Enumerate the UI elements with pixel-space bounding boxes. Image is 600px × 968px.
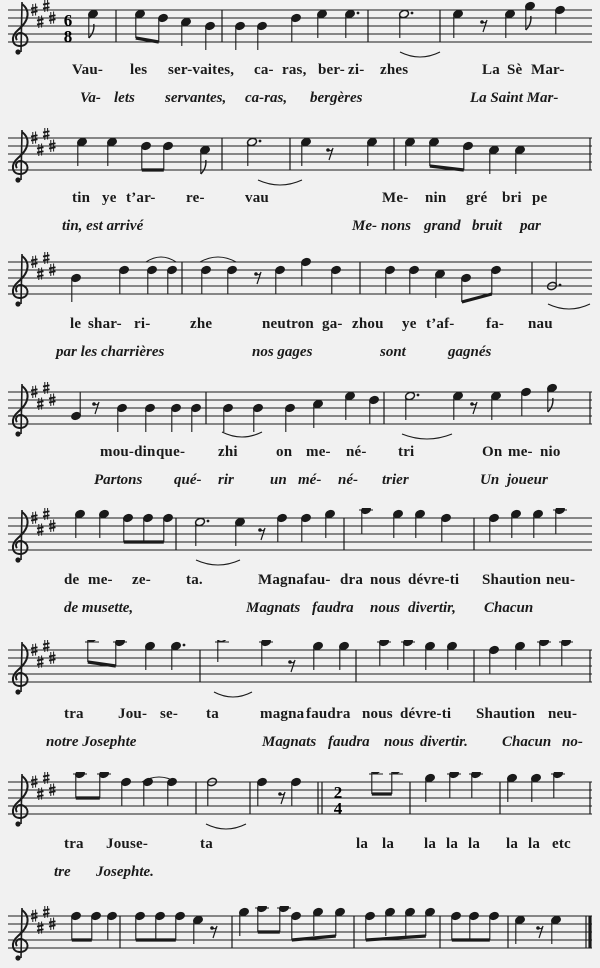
note	[559, 640, 573, 666]
syllable: Partons	[94, 472, 143, 488]
syllable: la	[528, 836, 541, 852]
note	[301, 513, 312, 542]
syllable: Magnats	[262, 734, 317, 750]
note	[385, 265, 396, 294]
note	[141, 141, 152, 170]
syllable: zhou	[352, 316, 384, 332]
note	[285, 403, 296, 432]
syllable: ga-	[322, 316, 343, 332]
syllable: trier	[382, 472, 409, 488]
dialect-lyrics-1	[0, 62, 600, 82]
note	[163, 513, 174, 542]
syllable: bri	[502, 190, 522, 206]
syllable: Mar-	[531, 62, 565, 78]
beam	[430, 166, 464, 170]
syllable: Magnats	[246, 600, 301, 616]
syllable: me-	[306, 444, 331, 460]
note	[123, 513, 134, 542]
syllable: ca-	[254, 62, 274, 78]
syllable: que-	[156, 444, 186, 460]
staff-7	[0, 772, 600, 832]
syllable: etc	[552, 836, 571, 852]
beam	[366, 936, 426, 940]
syllable: tri	[398, 444, 415, 460]
note	[291, 777, 302, 806]
syllable: on	[276, 444, 293, 460]
syllable: grand	[424, 218, 461, 234]
staff-1	[0, 0, 600, 60]
syllable: divertir.	[420, 734, 468, 750]
syllable: de	[64, 572, 80, 588]
syllable: la	[424, 836, 437, 852]
note	[461, 273, 472, 302]
syllable: joueur	[507, 472, 548, 488]
syllable: nio	[540, 444, 561, 460]
syllable: rir	[218, 472, 234, 488]
staff-3	[0, 252, 600, 312]
note	[369, 772, 383, 794]
syllable: dévre-ti	[408, 572, 460, 588]
time-signature	[334, 783, 343, 818]
syllable: né-	[346, 444, 367, 460]
syllable: ri-	[134, 316, 151, 332]
syllable: re-	[186, 190, 205, 206]
note	[145, 403, 156, 432]
syllable: notre Josephte	[46, 734, 137, 750]
syllable: La Saint Mar-	[470, 90, 559, 106]
syllable: Shaution	[476, 706, 536, 722]
syllable: Jou-	[118, 706, 148, 722]
note	[235, 21, 246, 50]
syllable: par les charrières	[56, 344, 165, 360]
syllable: nous	[384, 734, 415, 750]
beam	[136, 38, 159, 42]
syllable: magna	[260, 706, 305, 722]
slur	[258, 180, 302, 185]
french-lyrics-7	[0, 864, 600, 884]
syllable: Magna	[258, 572, 304, 588]
note	[409, 265, 420, 294]
syllable: Chacun	[502, 734, 552, 750]
syllable: ca-ras,	[245, 90, 288, 106]
syllable: zhes	[380, 62, 409, 78]
svg-text:8: 8	[63, 27, 73, 46]
syllable: Me-	[352, 218, 377, 234]
syllable: nau	[528, 316, 553, 332]
syllable: neutron	[262, 316, 314, 332]
syllable: vau	[245, 190, 269, 206]
note	[167, 265, 178, 294]
note	[389, 772, 403, 794]
syllable: Un	[480, 472, 500, 488]
syllable: shar-	[88, 316, 122, 332]
note	[71, 392, 82, 421]
syllable: Va-	[80, 90, 101, 106]
syllable: neu-	[546, 572, 576, 588]
syllable: On	[482, 444, 503, 460]
note	[359, 508, 373, 534]
syllable: un	[270, 472, 287, 488]
syllable: neu-	[548, 706, 578, 722]
svg-text:2: 2	[333, 783, 343, 802]
note	[117, 403, 128, 432]
french-lyrics-2	[0, 218, 600, 238]
dialect-lyrics-2	[0, 190, 600, 210]
note	[73, 772, 87, 798]
note	[489, 911, 500, 940]
syllable: ser-vaites,	[168, 62, 235, 78]
syllable: la	[446, 836, 459, 852]
time-signature	[64, 11, 73, 46]
syllable: no-	[562, 734, 583, 750]
note	[401, 640, 415, 666]
french-lyrics-4	[0, 472, 600, 492]
syllable: lets	[114, 90, 135, 106]
slur	[402, 434, 452, 439]
syllable: se-	[160, 706, 179, 722]
syllable: Vau-	[72, 62, 104, 78]
syllable: dra	[340, 572, 364, 588]
note	[155, 911, 166, 940]
syllable: nons	[381, 218, 412, 234]
syllable: la	[506, 836, 519, 852]
syllable: Josephte.	[96, 864, 154, 880]
staff-4	[0, 382, 600, 442]
note	[171, 403, 182, 432]
note	[227, 265, 238, 294]
note	[441, 513, 452, 542]
syllable: bruit	[472, 218, 503, 234]
french-lyrics-3	[0, 344, 600, 364]
syllable: zhe	[190, 316, 213, 332]
dialect-lyrics-5	[0, 572, 600, 592]
syllable: ye	[102, 190, 117, 206]
note	[135, 911, 146, 940]
syllable: nos gages	[252, 344, 313, 360]
syllable: ber-	[318, 62, 345, 78]
syllable: nous	[362, 706, 393, 722]
note	[469, 911, 480, 940]
note	[257, 21, 268, 50]
note	[551, 772, 565, 798]
note	[215, 640, 229, 662]
syllable: tin, est arrivé	[62, 218, 144, 234]
syllable: mou-din	[100, 444, 156, 460]
syllable: faudra	[306, 706, 351, 722]
french-lyrics-5	[0, 600, 600, 620]
beam	[292, 936, 336, 940]
syllable: Shaution	[482, 572, 542, 588]
slur	[146, 257, 176, 262]
note	[489, 645, 500, 674]
french-lyrics-6	[0, 734, 600, 754]
syllable: fa-	[486, 316, 505, 332]
slur	[196, 560, 240, 565]
staff-5	[0, 508, 600, 568]
syllable: zi-	[348, 62, 365, 78]
syllable: ta	[200, 836, 213, 852]
syllable: sont	[380, 344, 406, 360]
dialect-lyrics-4	[0, 444, 600, 464]
syllable: Sè	[507, 62, 523, 78]
slur	[222, 432, 262, 437]
note	[85, 640, 99, 662]
syllable: mé-	[298, 472, 322, 488]
syllable: servantes,	[165, 90, 227, 106]
svg-text:4: 4	[333, 799, 343, 818]
syllable: tra	[64, 836, 84, 852]
syllable: ze-	[132, 572, 151, 588]
syllable: nin	[425, 190, 447, 206]
note	[113, 640, 127, 666]
note	[257, 777, 268, 806]
french-lyrics-1	[0, 90, 600, 110]
syllable: gagnés	[448, 344, 492, 360]
note	[447, 772, 461, 798]
note	[259, 640, 273, 666]
note	[555, 5, 566, 34]
syllable: me-	[508, 444, 533, 460]
note	[489, 513, 500, 542]
note	[291, 13, 302, 42]
syllable: ta	[206, 706, 219, 722]
svg-text:6: 6	[63, 11, 73, 30]
syllable: la	[382, 836, 395, 852]
note	[553, 508, 567, 534]
syllable: ta.	[186, 572, 203, 588]
note	[277, 513, 288, 542]
note	[191, 403, 202, 432]
note	[223, 403, 234, 432]
syllable: Jouse-	[106, 836, 149, 852]
staff-8	[0, 906, 600, 966]
syllable: La	[482, 62, 500, 78]
syllable: t’ar-	[126, 190, 156, 206]
note	[369, 395, 380, 424]
syllable: zhi	[218, 444, 238, 460]
syllable: t’af-	[426, 316, 455, 332]
syllable: gré	[466, 190, 488, 206]
syllable: divertir,	[408, 600, 456, 616]
syllable: la	[468, 836, 481, 852]
syllable: pe	[532, 190, 548, 206]
slur	[206, 824, 246, 829]
note	[301, 257, 312, 286]
syllable: me-	[88, 572, 113, 588]
note	[377, 640, 391, 666]
note	[158, 13, 169, 42]
note	[201, 265, 212, 294]
syllable: de musette,	[64, 600, 134, 616]
note	[469, 772, 483, 798]
note	[255, 906, 269, 932]
syllable: ras,	[282, 62, 307, 78]
syllable: nous	[370, 572, 401, 588]
syllable: faudra	[312, 600, 354, 616]
syllable: tin	[72, 190, 91, 206]
syllable: la	[356, 836, 369, 852]
note	[147, 265, 158, 294]
note	[331, 265, 342, 294]
note	[119, 265, 130, 294]
note	[205, 21, 216, 50]
syllable: tre	[54, 864, 71, 880]
note	[451, 911, 462, 940]
syllable: tra	[64, 706, 84, 722]
syllable: bergères	[310, 90, 363, 106]
note	[365, 911, 376, 940]
note	[143, 513, 154, 542]
syllable: ye	[402, 316, 417, 332]
syllable: dévre-ti	[400, 706, 452, 722]
syllable: le	[70, 316, 82, 332]
note	[277, 906, 291, 932]
slur	[548, 304, 590, 309]
note	[143, 777, 154, 806]
dialect-lyrics-6	[0, 706, 600, 726]
note	[71, 911, 82, 940]
note	[291, 911, 302, 940]
note	[521, 387, 532, 416]
staff-6	[0, 640, 600, 700]
note	[463, 141, 474, 170]
syllable: Chacun	[484, 600, 534, 616]
syllable: qué-	[174, 472, 202, 488]
syllable: nous	[370, 600, 401, 616]
note	[537, 640, 551, 666]
note	[107, 911, 118, 940]
note	[121, 777, 132, 806]
staff-2	[0, 128, 600, 188]
slur	[200, 257, 236, 262]
syllable: les	[130, 62, 148, 78]
note	[97, 772, 111, 798]
beam	[462, 294, 492, 302]
syllable: Me-	[382, 190, 409, 206]
beam	[88, 662, 116, 666]
note	[71, 273, 82, 302]
syllable: né-	[338, 472, 358, 488]
slur	[400, 52, 440, 57]
note	[175, 911, 186, 940]
note	[163, 141, 174, 170]
syllable: fau-	[304, 572, 331, 588]
note	[491, 265, 502, 294]
note	[253, 403, 264, 432]
note	[275, 265, 286, 294]
syllable: faudra	[328, 734, 370, 750]
syllable: par	[520, 218, 541, 234]
dialect-lyrics-3	[0, 316, 600, 336]
note	[91, 911, 102, 940]
dialect-lyrics-7	[0, 836, 600, 856]
slur	[214, 692, 252, 697]
